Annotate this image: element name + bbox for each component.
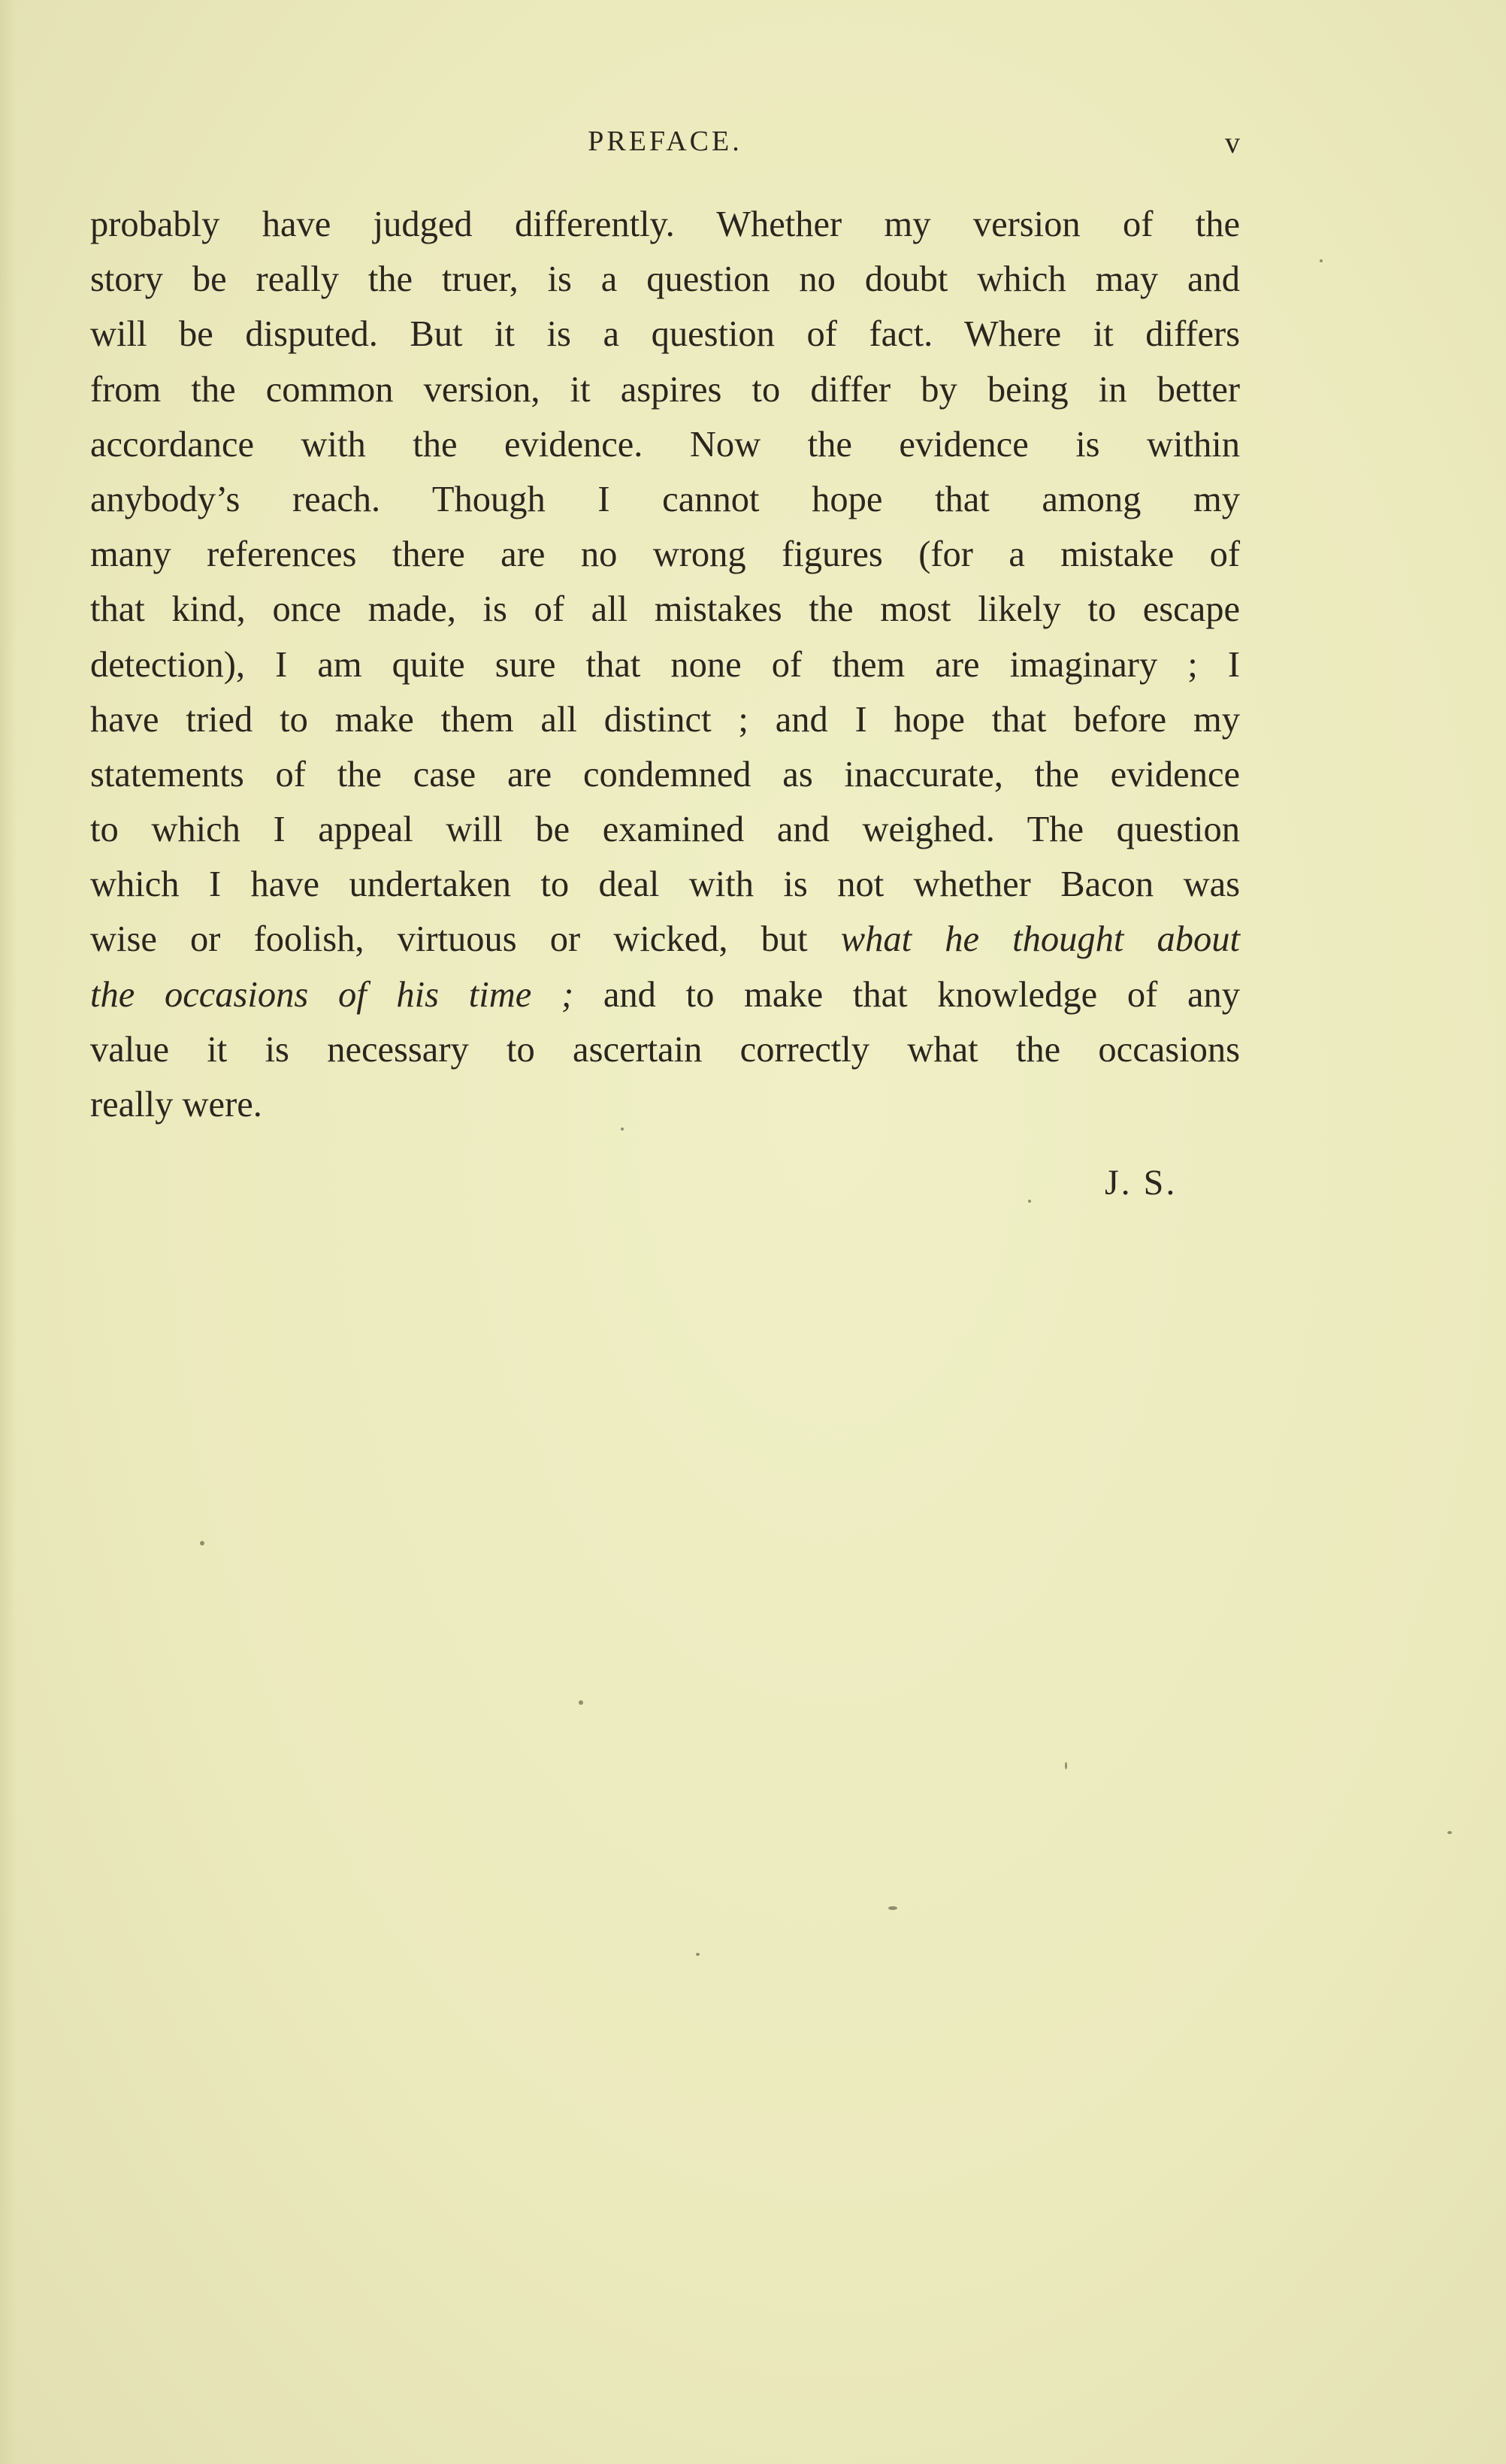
text-line: accordance with the evidence. Now the evidence is within bbox=[90, 424, 1240, 465]
paper-speck bbox=[696, 1953, 700, 1956]
text-line: will be disputed. But it is a question of fact. Where it differs bbox=[90, 314, 1240, 355]
running-title: PREFACE. bbox=[588, 126, 742, 157]
preface-paragraph bbox=[90, 197, 1240, 1132]
text-line: probably have judged differently. Whether my version of the bbox=[90, 204, 1240, 244]
paper-speck bbox=[579, 1700, 583, 1705]
text-line: which I have undertaken to deal with is not whether Bacon was bbox=[90, 864, 1240, 905]
text-line bbox=[90, 912, 1240, 967]
text-line bbox=[90, 967, 1240, 1022]
paper-speck bbox=[1447, 1831, 1452, 1834]
paper-speck bbox=[621, 1128, 624, 1131]
paper-speck bbox=[1065, 1762, 1067, 1769]
paper-speck bbox=[888, 1906, 897, 1910]
text-segment: wise or foolish, virtuous or wicked, but bbox=[90, 919, 841, 960]
text-line: many references there are no wrong figures (for a mistake of bbox=[90, 534, 1240, 575]
text-line: from the common version, it aspires to differ by being in better bbox=[90, 369, 1240, 410]
signature-initials: J. S. bbox=[1105, 1163, 1178, 1203]
running-head bbox=[90, 119, 1240, 164]
paper-speck bbox=[200, 1541, 204, 1545]
page-edge-shadow bbox=[0, 0, 17, 2464]
text-segment: and to make that knowledge of any bbox=[573, 974, 1240, 1015]
paper-speck bbox=[1028, 1200, 1031, 1203]
text-line: have tried to make them all distinct ; and I hope that before my bbox=[90, 699, 1240, 740]
text-line: anybody’s reach. Though I cannot hope that among my bbox=[90, 479, 1240, 519]
paper-speck bbox=[1320, 259, 1323, 262]
text-line: really were. bbox=[90, 1085, 262, 1125]
text-line: statements of the case are condemned as inaccurate, the evidence bbox=[90, 754, 1240, 795]
page-number: v bbox=[1225, 126, 1240, 159]
text-line: that kind, once made, is of all mistakes the most likely to escape bbox=[90, 589, 1240, 630]
text-line: to which I appeal will be examined and weighed. The question bbox=[90, 810, 1240, 850]
italic-phrase: the occasions of his time ; bbox=[90, 974, 574, 1015]
text-line: story be really the truer, is a question no doubt which may and bbox=[90, 259, 1240, 300]
text-line: value it is necessary to ascertain correctly what the occasions bbox=[90, 1029, 1240, 1070]
text-line: detection), I am quite sure that none of them are imaginary ; I bbox=[90, 644, 1240, 685]
italic-phrase: what he thought about bbox=[840, 919, 1241, 960]
